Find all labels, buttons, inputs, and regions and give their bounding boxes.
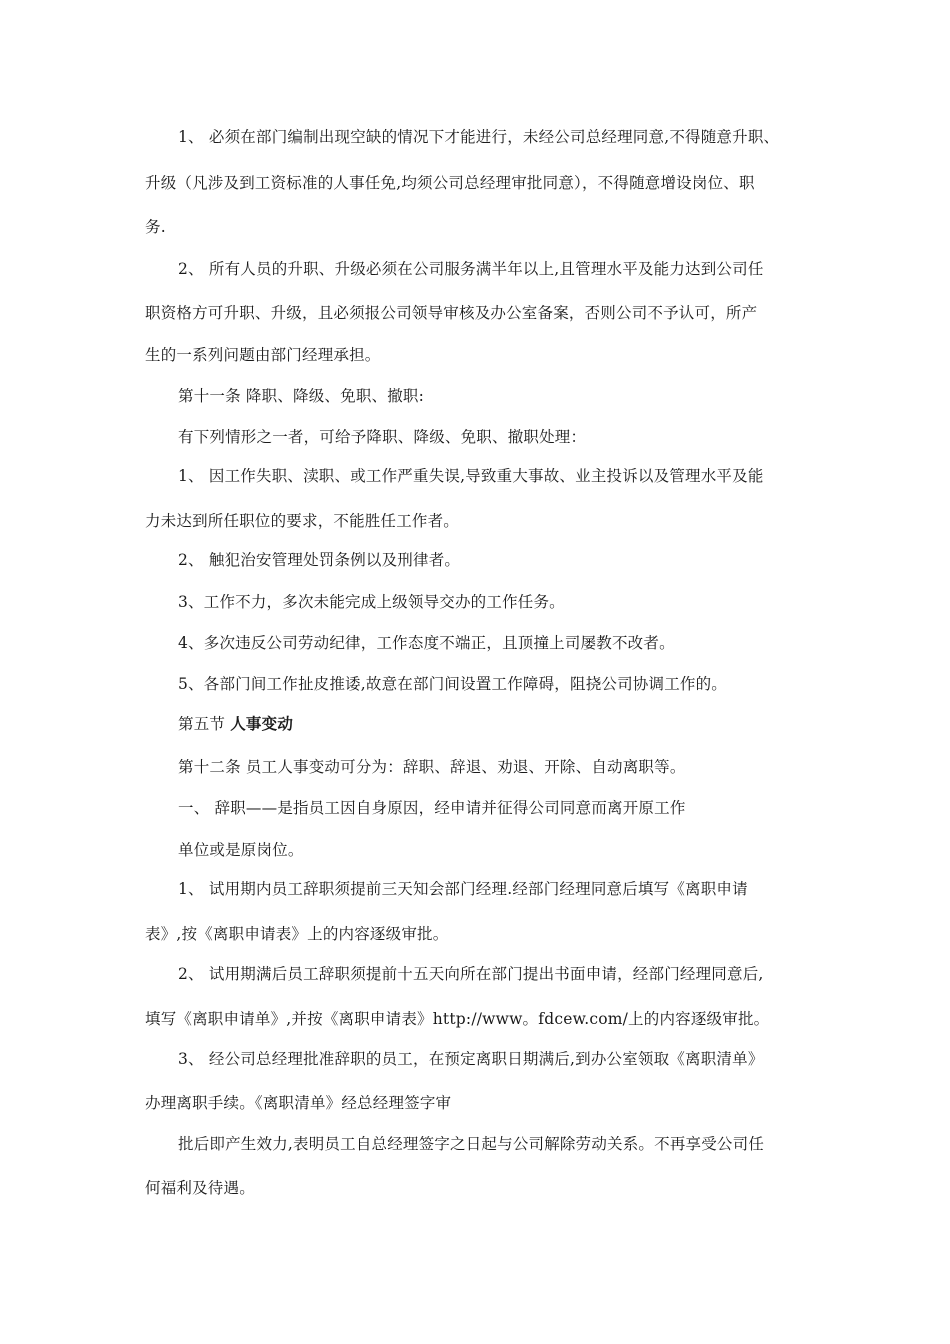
paragraph-line: 2、 试用期满后员工辞职须提前十五天向所在部门提出书面申请，经部门经理同意后, — [178, 965, 764, 983]
paragraph-line: 一、 辞职——是指员工因自身原因，经申请并征得公司同意而离开原工作 — [178, 799, 686, 817]
paragraph-line: 有下列情形之一者，可给予降职、降级、免职、撤职处理： — [178, 428, 587, 446]
paragraph-line: 3、工作不力，多次未能完成上级领导交办的工作任务。 — [178, 593, 565, 611]
paragraph-line: 批后即产生效力,表明员工自总经理签字之日起与公司解除劳动关系。不再享受公司任 — [178, 1135, 765, 1153]
section-heading — [178, 714, 293, 734]
paragraph-line: 2、 触犯治安管理处罚条例以及刑律者。 — [178, 551, 461, 569]
paragraph-line: 生的一系列问题由部门经理承担。 — [145, 346, 381, 364]
paragraph-line: 务. — [145, 218, 166, 236]
section-title: 人事变动 — [230, 714, 294, 733]
paragraph-line: 何福利及待遇。 — [145, 1179, 255, 1197]
paragraph-line: 5、各部门间工作扯皮推诿,故意在部门间设置工作障碍，阻挠公司协调工作的。 — [178, 675, 727, 693]
paragraph-line: 1、 试用期内员工辞职须提前三天知会部门经理.经部门经理同意后填写《离职申请 — [178, 880, 748, 898]
paragraph-line: 1、 必须在部门编制出现空缺的情况下才能进行，未经公司总经理同意,不得随意升职、 — [178, 128, 780, 146]
paragraph-line: 4、多次违反公司劳动纪律，工作态度不端正，且顶撞上司屡教不改者。 — [178, 634, 675, 652]
paragraph-line: 1、 因工作失职、渎职、或工作严重失误,导致重大事故、业主投诉以及管理水平及能 — [178, 467, 764, 485]
article-heading: 第十一条 降职、降级、免职、撤职: — [178, 387, 425, 405]
paragraph-line: 表》,按《离职申请表》上的内容逐级审批。 — [145, 925, 449, 943]
paragraph-line: 职资格方可升职、升级，且必须报公司领导审核及办公室备案，否则公司不予认可，所产 — [145, 304, 758, 322]
paragraph-line: 单位或是原岗位。 — [178, 841, 304, 859]
paragraph-line: 2、 所有人员的升职、升级必须在公司服务满半年以上,且管理水平及能力达到公司任 — [178, 260, 764, 278]
paragraph-line: 力未达到所任职位的要求，不能胜任工作者。 — [145, 512, 460, 530]
section-prefix: 第五节 — [178, 715, 231, 733]
article-heading: 第十二条 员工人事变动可分为：辞职、辞退、劝退、开除、自动离职等。 — [178, 758, 686, 776]
paragraph-line: 3、 经公司总经理批准辞职的员工，在预定离职日期满后,到办公室领取《离职清单》 — [178, 1050, 764, 1068]
paragraph-line: 升级（凡涉及到工资标准的人事任免,均须公司总经理审批同意），不得随意增设岗位、职 — [145, 174, 755, 192]
paragraph-line: 填写《离职申请单》,并按《离职申请表》http://www。fdcew.com/上的内容逐级审批。 — [145, 1010, 770, 1028]
paragraph-line: 办理离职手续。《离职清单》经总经理签字审 — [145, 1094, 452, 1112]
